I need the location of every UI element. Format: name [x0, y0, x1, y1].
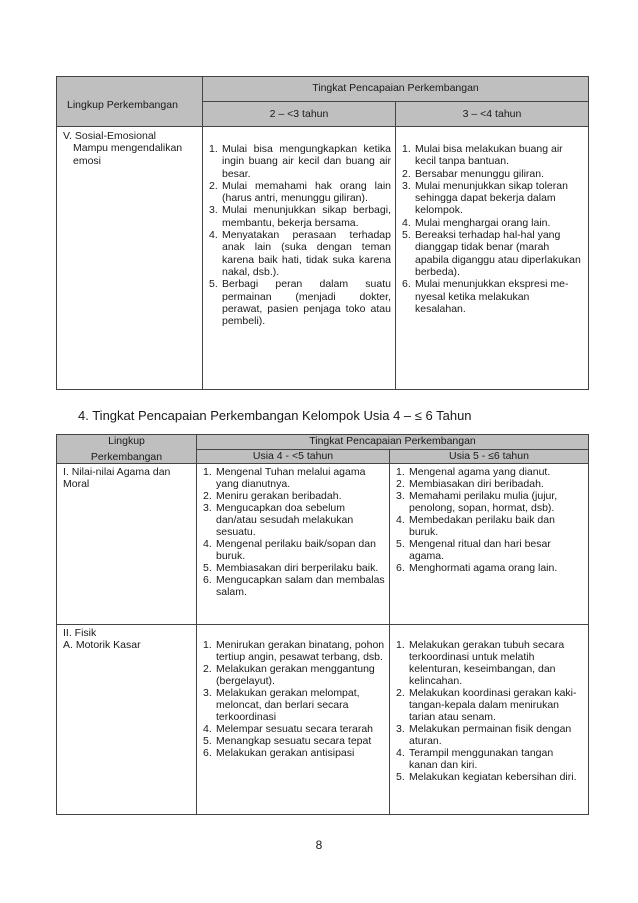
milestone-text: Bersabar menunggu giliran. [415, 167, 544, 180]
milestone-text: Melakukan gerakan melompat, meloncat, dan berlari secara terkoordinasi [216, 687, 360, 723]
aspect-agama-moral: I. Nilai-nilai Agama dan Moral [63, 466, 171, 490]
milestone-item [398, 168, 582, 180]
milestone-text: Mulai memahami hak orang lain (harus antri, menunggu giliran). [222, 179, 391, 205]
milestone-number: 2. [396, 687, 405, 699]
milestone-number: 3. [396, 490, 405, 502]
milestone-number: 4. [396, 514, 405, 526]
milestone-text: Berbagi peran dalam suatu permainan (menjadi dokter, perawat, pasien penjaga toko atau pembeli). [222, 278, 391, 328]
milestone-text: Melakukan kegiatan kebersihan diri. [409, 771, 577, 783]
aspect-subtitle: Mampu mengendalikan emosi [73, 142, 183, 167]
aspect-cell-fisik [57, 625, 197, 815]
milestone-number: 3. [402, 179, 411, 192]
milestone-item [398, 278, 582, 315]
milestone-number: 2. [402, 167, 411, 180]
milestone-item [392, 514, 584, 538]
milestone-text: Terampil menggunakan tangan kanan dan kiri. [409, 747, 554, 771]
lingkup-header-line2: Perkembangan [90, 451, 163, 463]
milestone-number: 1. [402, 143, 411, 155]
milestone-text: Mengenal perilaku baik/sopan dan buruk. [216, 538, 376, 562]
milestone-text: Membiasakan diri berperilaku baik. [216, 562, 379, 574]
milestone-item [205, 229, 391, 278]
milestone-number: 2. [203, 663, 212, 675]
milestones-motorik-4-5 [197, 625, 390, 815]
milestone-number: 1. [396, 639, 405, 651]
milestone-text: Mengenal agama yang dianut. [409, 466, 551, 478]
milestone-text: Melakukan permainan fisik dengan aturan. [409, 723, 572, 747]
milestone-item [199, 735, 385, 747]
lingkup-header: Lingkup Perkembangan [67, 99, 178, 112]
milestone-item [199, 490, 385, 502]
milestone-item [398, 180, 582, 217]
milestone-item [199, 639, 385, 663]
milestones-agama-4-5 [197, 464, 390, 625]
milestone-text: Mengenal ritual dan hari besar agama. [409, 538, 551, 562]
milestone-item [392, 639, 584, 687]
milestone-item [205, 180, 391, 205]
milestone-number: 6. [402, 278, 411, 291]
milestone-text: Mulai menunjukkan sikap toleran sehingga dapat bekerja dalam kelompok. [415, 179, 568, 217]
milestone-item [398, 217, 582, 229]
milestone-text: Menangkap sesuatu secara tepat [216, 735, 372, 747]
milestone-item [392, 478, 584, 490]
milestone-number: 5. [396, 771, 405, 783]
milestone-number: 1. [209, 143, 218, 155]
milestone-text: Menyatakan perasaan terhadap anak lain (suka dengan teman karena baik hati, tidak suka karena nakal, dsb.). [222, 229, 391, 278]
milestones-agama-5-6 [390, 464, 589, 625]
tingkat-header: Tingkat Pencapaian Perkembangan [203, 77, 589, 102]
milestone-number: 3. [203, 687, 212, 699]
milestone-number: 5. [209, 278, 218, 291]
milestone-text: Mulai menghargai orang lain. [415, 216, 551, 229]
milestone-number: 2. [209, 179, 218, 192]
development-table-usia-4-6 [56, 434, 589, 815]
lingkup-header-line1: Lingkup [108, 435, 145, 447]
milestone-item [199, 502, 385, 538]
milestones-motorik-5-6 [390, 625, 589, 815]
milestone-text: Mulai bisa mengungkapkan ketika ingin buang air kecil dan buang air besar. [222, 143, 391, 180]
milestone-text: Mulai menunjukkan ekspresi me-nyesal ketika melakukan kesalahan. [415, 278, 569, 315]
milestone-number: 6. [203, 747, 212, 759]
milestone-number: 4. [203, 723, 212, 735]
milestone-item [392, 771, 584, 783]
milestones-3-4 [396, 127, 589, 390]
aspect-cell [57, 127, 203, 390]
milestone-number: 3. [203, 502, 212, 514]
milestone-number: 6. [203, 574, 212, 586]
milestone-number: 1. [203, 639, 212, 651]
milestone-item [398, 229, 582, 278]
milestone-number: 5. [203, 735, 212, 747]
milestone-number: 3. [209, 204, 218, 217]
milestone-number: 5. [402, 229, 411, 242]
milestone-text: Bereaksi terhadap hal-hal yang dianggap tidak benar (marah apabila diganggu atau diperlakukan berbeda). [415, 229, 581, 278]
milestone-text: Melakukan gerakan menggantung (bergelayut). [216, 663, 375, 687]
milestone-item [392, 687, 584, 723]
milestone-text: Melakukan koordinasi gerakan kaki-tangan-kepala dalam menirukan tarian atau senam. [409, 687, 577, 723]
milestone-text: Melempar sesuatu secara terarah [216, 723, 373, 735]
age-header-2-3: 2 – <3 tahun [203, 102, 396, 127]
milestone-number: 5. [396, 538, 405, 550]
milestone-item [205, 143, 391, 180]
lingkup-header-cell [57, 435, 197, 464]
age-header-3-4: 3 – <4 tahun [396, 102, 589, 127]
milestone-item [199, 562, 385, 574]
aspect-motorik-kasar: A. Motorik Kasar [63, 639, 141, 651]
section-heading: 4. Tingkat Pencapaian Perkembangan Kelompok Usia 4 – ≤ 6 Tahun [78, 408, 472, 423]
aspect-fisik: II. Fisik [63, 627, 97, 639]
milestone-number: 6. [396, 562, 405, 574]
milestone-text: Meniru gerakan beribadah. [216, 490, 342, 502]
development-table-sosial-emosional [56, 76, 589, 390]
milestone-number: 4. [203, 538, 212, 550]
milestone-item [392, 747, 584, 771]
milestone-text: Mengenal Tuhan melalui agama yang dianutnya. [216, 466, 366, 490]
milestone-text: Mulai menunjukkan sikap berbagi, membantu, bekerja bersama. [222, 204, 391, 229]
milestone-text: Menghormati agama orang lain. [409, 562, 558, 574]
milestone-number: 4. [402, 216, 411, 229]
milestone-text: Mulai bisa melakukan buang air kecil tanpa bantuan. [415, 143, 563, 168]
milestone-number: 5. [203, 562, 212, 574]
milestone-item [398, 143, 582, 168]
milestone-item [392, 466, 584, 478]
aspect-title: V. Sosial-Emosional [63, 130, 156, 142]
milestone-text: Membedakan perilaku baik dan buruk. [409, 514, 555, 538]
milestone-item [199, 687, 385, 723]
page-number: 8 [315, 838, 323, 852]
tingkat-header: Tingkat Pencapaian Perkembangan [197, 435, 589, 450]
milestone-item [205, 278, 391, 327]
milestone-text: Mengucapkan salam dan membalas salam. [216, 574, 385, 598]
milestone-text: Membiasakan diri beribadah. [409, 478, 544, 490]
age-header-4-5: Usia 4 - <5 tahun [197, 449, 390, 464]
milestone-text: Melakukan gerakan tubuh secara terkoordinasi untuk melatih kelenturan, keseimbangan, dan kelincahan. [409, 639, 565, 687]
aspect-cell-agama [57, 464, 197, 625]
milestone-item [199, 723, 385, 735]
milestone-item [392, 562, 584, 574]
milestone-number: 1. [203, 466, 212, 478]
lingkup-header-cell [57, 77, 203, 127]
milestone-number: 4. [396, 747, 405, 759]
milestone-number: 1. [396, 466, 405, 478]
milestone-item [199, 466, 385, 490]
milestone-item [199, 574, 385, 598]
milestone-item [392, 538, 584, 562]
milestone-item [199, 747, 385, 759]
milestone-text: Melakukan gerakan antisipasi [216, 747, 355, 759]
milestone-item [205, 204, 391, 229]
milestone-item [392, 490, 584, 514]
milestone-text: Mengucapkan doa sebelum dan/atau sesudah melakukan sesuatu. [216, 502, 354, 538]
milestone-item [392, 723, 584, 747]
milestone-number: 2. [396, 478, 405, 490]
milestone-item [199, 538, 385, 562]
milestone-number: 4. [209, 229, 218, 242]
milestone-item [199, 663, 385, 687]
milestone-text: Memahami perilaku mulia (jujur, penolong, sopan, hormat, dsb). [409, 490, 558, 514]
milestone-number: 2. [203, 490, 212, 502]
milestone-number: 3. [396, 723, 405, 735]
age-header-5-6: Usia 5 - ≤6 tahun [390, 449, 589, 464]
milestone-text: Menirukan gerakan binatang, pohon tertiup angin, pesawat terbang, dsb. [216, 639, 385, 663]
milestones-2-3 [203, 127, 396, 390]
